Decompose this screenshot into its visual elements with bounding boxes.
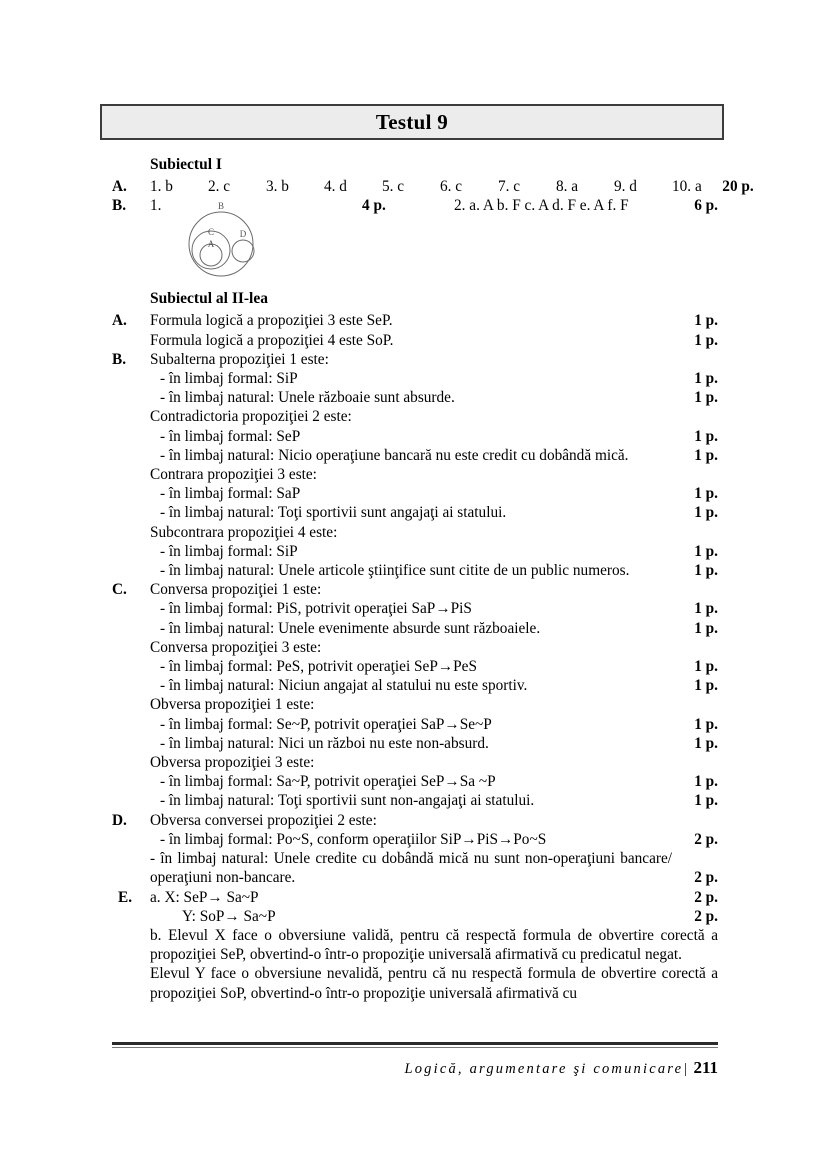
answer-line — [112, 484, 718, 503]
answer-line — [112, 465, 718, 484]
answer-text: - în limbaj formal: Po~S, conform operaţiilor SiP→PiS→Po~S — [160, 830, 547, 848]
section-heading-2: Subiectul al II-lea — [150, 290, 268, 308]
answer-text: Contradictoria propoziţiei 2 este: — [150, 408, 352, 426]
justified-text-wrap — [150, 849, 672, 887]
answer-line — [112, 311, 718, 330]
answer-line — [112, 369, 718, 388]
points-value: 1 p. — [694, 389, 718, 407]
page-title: Testul 9 — [375, 109, 449, 134]
row-label-b: B. — [112, 197, 127, 215]
answer-item: 1. b — [150, 178, 173, 195]
answer-item: 10. a — [672, 178, 702, 195]
points-value: 1 p. — [694, 792, 718, 810]
points-value: 1 p. — [694, 562, 718, 580]
answer-line — [112, 734, 718, 753]
answer-text: Formula logică a propoziţiei 4 este SoP. — [150, 331, 394, 349]
answer-text: - în limbaj natural: Niciun angajat al statului nu este sportiv. — [160, 677, 528, 695]
footer-divider — [112, 1042, 718, 1045]
answer-text: - în limbaj formal: SeP — [160, 427, 301, 445]
row-label: A. — [112, 312, 127, 330]
answer-row-a — [112, 177, 754, 196]
points-value: 2 p. — [694, 830, 718, 848]
points-value: 1 p. — [694, 312, 718, 330]
document-content — [112, 155, 754, 1003]
points-value: 6 p. — [694, 197, 718, 215]
answer-item: 6. c — [440, 178, 463, 195]
answer-line — [112, 580, 718, 599]
answer-line — [112, 638, 718, 657]
answer-item-1: 1. — [150, 197, 162, 215]
answer-line — [112, 350, 718, 369]
points-value: 2 p. — [694, 869, 718, 887]
answer-line — [112, 407, 718, 426]
row-label: E. — [118, 888, 133, 906]
answer-item: 9. d — [614, 178, 637, 195]
paragraph-text: Elevul Y face o obversiune nevalidă, pentru că nu respectă formula de obvertire corectă a propoziţiei SoP, obvertind-o într-o propoziţie universală afirmativă cu — [150, 965, 718, 1002]
points-value: 1 p. — [694, 619, 718, 637]
answer-line — [112, 446, 718, 465]
answer-line — [112, 695, 718, 714]
answer-line — [112, 331, 718, 350]
answer-text: - în limbaj natural: Unele războaie sunt absurde. — [160, 389, 455, 407]
answer-line — [112, 542, 718, 561]
row-label: B. — [112, 350, 127, 368]
points-value: 1 p. — [694, 331, 718, 349]
answer-text: - în limbaj formal: Sa~P, potrivit operaţiei SeP→Sa ~P — [160, 773, 496, 791]
page-number: 211 — [693, 1058, 718, 1077]
answer-line — [112, 753, 718, 772]
answer-text: Obversa conversei propoziţiei 2 este: — [150, 811, 377, 829]
answer-item: 2. c — [208, 178, 231, 195]
answer-line — [112, 772, 718, 791]
points-value: 1 p. — [694, 370, 718, 388]
answer-text: - în limbaj natural: Toţi sportivii sunt non-angajaţi ai statului. — [160, 792, 535, 810]
answer-paragraph — [112, 926, 718, 964]
venn-label-b: B — [217, 201, 225, 211]
points-value: 2 p. — [694, 888, 718, 906]
answer-text: Conversa propoziţiei 3 este: — [150, 638, 322, 656]
answer-text: - în limbaj formal: SiP — [160, 542, 298, 560]
answer-text: Y: SoP→ Sa~P — [182, 907, 276, 925]
answer-text: - în limbaj formal: SaP — [160, 485, 301, 503]
paragraph-text: b. Elevul X face o obversiune validă, pentru că respectă formula de obvertire corectă a propoziţiei SeP, obvertind-o într-o propoziţie universală afirmativă cu predicatul negat. — [150, 926, 718, 964]
answer-text: Obversa propoziţiei 1 este: — [150, 696, 315, 714]
venn-diagram — [175, 199, 267, 277]
venn-label-d: D — [239, 229, 247, 239]
points-value: 2 p. — [694, 907, 718, 925]
answer-line — [112, 657, 718, 676]
answer-item-2: 2. a. A b. F c. A d. F e. A f. F — [454, 197, 629, 215]
venn-label-a: A — [207, 239, 215, 249]
answer-item: 5. c — [382, 178, 405, 195]
answer-line — [112, 676, 718, 695]
venn-diagram-svg — [175, 199, 267, 277]
answer-text: - în limbaj natural: Nicio operaţiune bancară nu este credit cu dobândă mică. — [160, 446, 629, 464]
answer-text: - în limbaj formal: Se~P, potrivit operaţiei SaP→Se~P — [160, 715, 492, 733]
answer-text: - în limbaj formal: PiS, potrivit operaţiei SaP→PiS — [160, 600, 472, 618]
points-value: 1 p. — [694, 427, 718, 445]
row-label: D. — [112, 811, 127, 829]
row-label-a: A. — [112, 178, 127, 195]
answer-text: Formula logică a propoziţiei 3 este SeP. — [150, 312, 393, 330]
answer-paragraph — [112, 964, 718, 1002]
answer-text: - în limbaj formal: PeS, potrivit operaţiei SeP→PeS — [160, 658, 477, 676]
section-heading-1: Subiectul I — [150, 156, 222, 173]
answer-line — [112, 830, 718, 849]
points-value: 1 p. — [694, 734, 718, 752]
answer-list-a — [150, 177, 708, 196]
answer-line — [112, 523, 718, 542]
answer-text: Conversa propoziţiei 1 este: — [150, 581, 322, 599]
answer-text: - în limbaj natural: Unele credite cu dobândă mică nu sunt non-operaţiuni bancare/ operaţiuni non-bancare. — [150, 850, 672, 887]
answer-line — [112, 907, 718, 926]
answer-line — [112, 888, 718, 907]
answer-item: 4. d — [324, 178, 347, 195]
venn-circle-d — [232, 240, 254, 262]
points-value: 20 p. — [722, 178, 754, 195]
footer-label: Logică, argumentare şi comunicare| — [404, 1061, 690, 1077]
points-value: 1 p. — [694, 485, 718, 503]
section-2-blocks — [112, 311, 718, 1002]
answer-item: 7. c — [498, 178, 521, 195]
answer-line — [112, 619, 718, 638]
answer-text: a. X: SeP→ Sa~P — [150, 888, 259, 906]
answer-item: 8. a — [556, 178, 579, 195]
test-title-box — [100, 104, 724, 140]
answer-line — [112, 388, 718, 407]
answer-line-justified — [112, 849, 718, 887]
points-value: 1 p. — [694, 542, 718, 560]
answer-text: Contrara propoziţiei 3 este: — [150, 466, 317, 484]
points-value: 4 p. — [362, 197, 386, 215]
answer-text: - în limbaj natural: Nici un război nu este non-absurd. — [160, 734, 489, 752]
answer-line — [112, 561, 718, 580]
venn-label-c: C — [207, 227, 215, 237]
answer-line — [112, 811, 718, 830]
points-value: 1 p. — [694, 773, 718, 791]
points-value: 1 p. — [694, 504, 718, 522]
points-value: 1 p. — [694, 677, 718, 695]
points-value: 1 p. — [694, 715, 718, 733]
answer-text: Subalterna propoziţiei 1 este: — [150, 350, 329, 368]
answer-item: 3. b — [266, 178, 289, 195]
answer-text: - în limbaj natural: Toţi sportivii sunt angajaţi ai statului. — [160, 504, 507, 522]
answer-line — [112, 599, 718, 618]
answer-text: Subcontrara propoziţiei 4 este: — [150, 523, 338, 541]
answer-text: - în limbaj formal: SiP — [160, 370, 298, 388]
answer-text: Obversa propoziţiei 3 este: — [150, 754, 315, 772]
answer-line — [112, 791, 718, 810]
answer-line — [112, 427, 718, 446]
footer — [112, 1058, 718, 1078]
points-value: 1 p. — [694, 600, 718, 618]
answer-line — [112, 715, 718, 734]
answer-text: - în limbaj natural: Unele articole ştiinţifice sunt citite de un public numeros. — [160, 562, 630, 580]
points-value: 1 p. — [694, 658, 718, 676]
answer-line — [112, 503, 718, 522]
points-value: 1 p. — [694, 446, 718, 464]
row-label: C. — [112, 581, 127, 599]
answer-text: - în limbaj natural: Unele evenimente absurde sunt războaiele. — [160, 619, 541, 637]
